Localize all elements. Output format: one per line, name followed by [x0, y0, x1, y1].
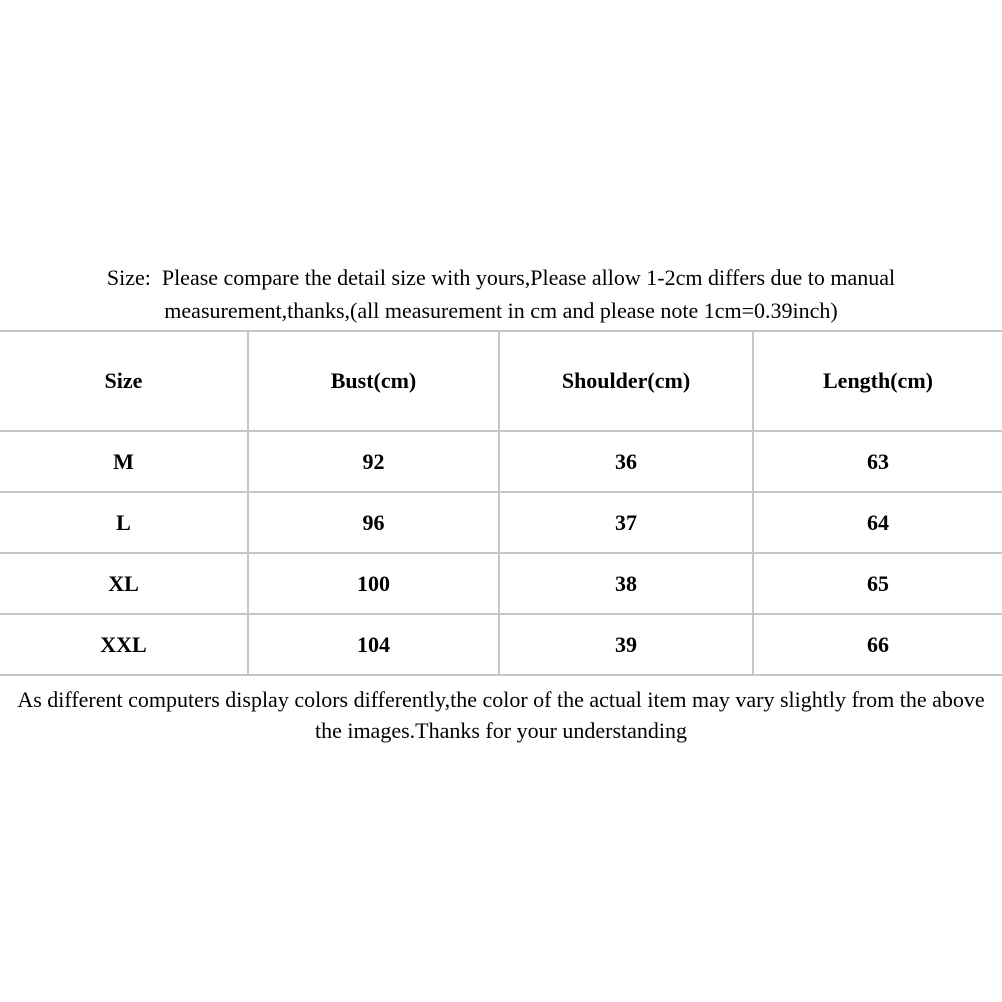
cell-size: XL	[0, 553, 248, 614]
table-row-xl	[0, 553, 1002, 614]
cell-bust: 100	[248, 553, 499, 614]
disclaimer-line-1: As different computers display colors differently,the color of the actual item may vary slightly from the above	[17, 687, 985, 712]
column-header-bust: Bust(cm)	[248, 331, 499, 431]
size-chart-table	[0, 330, 1002, 676]
color-disclaimer-note	[0, 684, 1002, 746]
header-row	[0, 331, 1002, 431]
disclaimer-line-2: the images.Thanks for your understanding	[314, 718, 688, 743]
cell-length: 66	[753, 614, 1002, 675]
cell-shoulder: 37	[499, 492, 753, 553]
cell-bust: 104	[248, 614, 499, 675]
column-header-shoulder: Shoulder(cm)	[499, 331, 753, 431]
size-note-line-1: Size: Please compare the detail size with yours,Please allow 1-2cm differs due to manual	[106, 265, 896, 290]
column-header-size: Size	[0, 331, 248, 431]
cell-length: 64	[753, 492, 1002, 553]
cell-shoulder: 39	[499, 614, 753, 675]
cell-shoulder: 36	[499, 431, 753, 492]
cell-shoulder: 38	[499, 553, 753, 614]
cell-size: L	[0, 492, 248, 553]
cell-size: M	[0, 431, 248, 492]
cell-bust: 92	[248, 431, 499, 492]
table-row-l	[0, 492, 1002, 553]
column-header-length: Length(cm)	[753, 331, 1002, 431]
table-row-m	[0, 431, 1002, 492]
cell-bust: 96	[248, 492, 499, 553]
table-row-xxl	[0, 614, 1002, 675]
size-note-line-2: measurement,thanks,(all measurement in cm and please note 1cm=0.39inch)	[164, 298, 838, 323]
cell-length: 65	[753, 553, 1002, 614]
cell-size: XXL	[0, 614, 248, 675]
cell-length: 63	[753, 431, 1002, 492]
size-measurement-note	[0, 261, 1002, 327]
